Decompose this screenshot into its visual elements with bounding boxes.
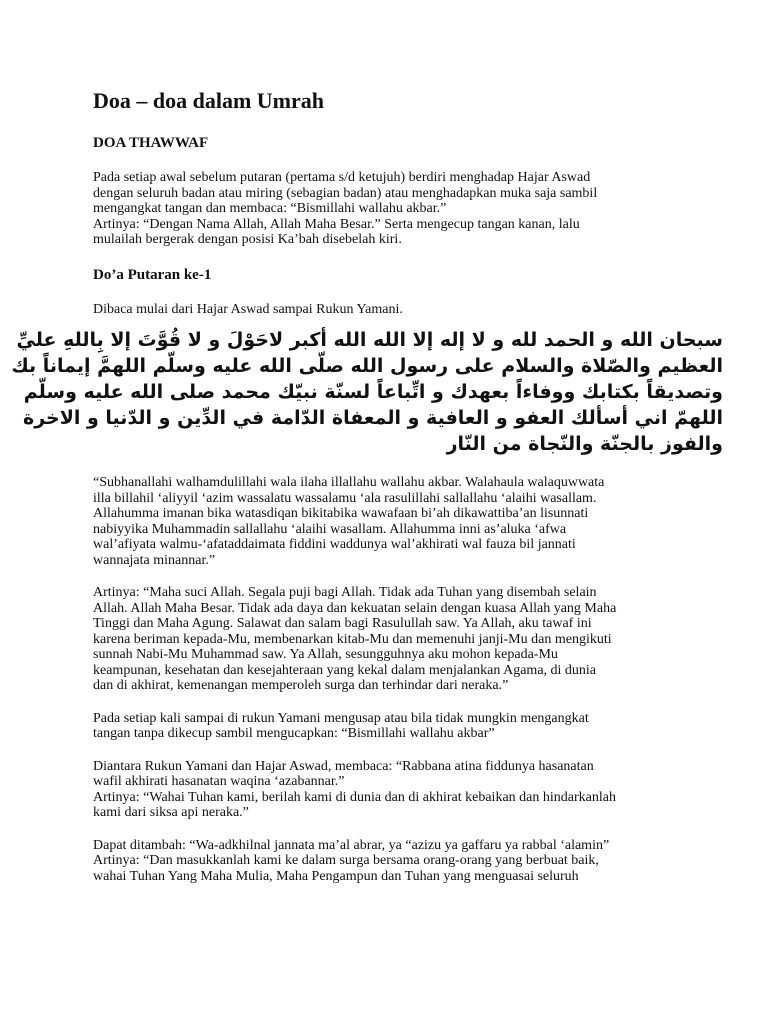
arabic-line: العظيم والصّلاة والسلام على رسول الله صلّى الله عليه وسلّم اللهمَّ إيماناً بك [11, 355, 723, 377]
text-line: dengan seluruh badan atau miring (sebagian badan) atau menghadapkan muka saja sambil [93, 185, 598, 201]
transliteration-paragraph [93, 475, 723, 568]
document-title: Doa – doa dalam Umrah [93, 88, 325, 113]
text-line: sunnah Nabi-Mu Muhammad saw. Ya Allah, sesungguhnya aku mohon kepada-Mu [93, 647, 558, 662]
additional-prayer-paragraph [93, 838, 723, 885]
rukun-yamani-paragraph [93, 711, 723, 742]
text-line: wal’afiyata walmu-‘afataddaimata fiddini waddunya wal’akhirati wal fauza bil jannati [93, 537, 576, 552]
text-line: nabiyyika Muhammadin sallallahu ‘alaihi wasallam. Allahumma inni as’aluka ‘afwa [93, 521, 567, 537]
text-line: Dapat ditambah: “Wa-adkhilnal jannata ma’al abrar, ya “azizu ya gaffaru ya rabbal ‘alamin” [93, 837, 610, 853]
sub-heading-putaran-1: Do’a Putaran ke-1 [93, 266, 212, 283]
text-line: mengangkat tangan dan membaca: “Bismillahi wallahu akbar.” [93, 201, 447, 216]
text-line: Artinya: “Wahai Tuhan kami, berilah kami di dunia dan di akhirat kebaikan dan hindarkanlah [93, 789, 616, 805]
text-line: illa billahil ‘aliyyil ‘azim wassalatu wassalamu ‘ala rasulillahi sallallahu ‘alaihi wasallam. [93, 490, 597, 506]
text-line: Pada setiap kali sampai di rukun Yamani mengusap atau bila tidak mungkin mengangkat [93, 710, 589, 726]
text-line: Allahumma imanan bika watasdiqan bikitabika wawafaan bi’ah dikawattiba’an lisunnati [93, 506, 589, 521]
text-line: Artinya: “Dengan Nama Allah, Allah Maha Besar.” Serta mengecup tangan kanan, lalu [93, 216, 580, 232]
text-line: keampunan, kesehatan dan kesejahteraan yang kekal dalam menjalankan Agama, di dunia [93, 662, 597, 678]
arabic-line: والفوز بالجنّة والنّجاة من النّار [446, 433, 723, 455]
text-line: tangan tanpa dikecup sambil mengucapkan: “Bismillahi wallahu akbar” [93, 726, 495, 741]
text-line: kami dari siksa api neraka.” [93, 805, 249, 820]
document-page [11, 88, 723, 884]
text-line: Allah. Allah Maha Besar. Tidak ada daya dan kekuatan selain dengan kuasa Allah yang Maha [93, 600, 617, 616]
text-line: karena beriman kepada-Mu, membenarkan kitab-Mu dan memenuhi janji-Mu dan mengikuti [93, 631, 612, 647]
text-line: Artinya: “Maha suci Allah. Segala puji bagi Allah. Tidak ada Tuhan yang disembah selain [93, 585, 597, 600]
between-rukun-paragraph [93, 759, 723, 821]
text-line: dan di akhirat, kemenangan memperoleh surga dan terhindar dari neraka.” [93, 678, 509, 693]
intro-paragraph [93, 170, 723, 248]
arabic-line: اللهمّ اني أسألك العفو و العافية و المعفاة الدّامة في الدِّين و الدّنيا و الاخرة [22, 407, 723, 429]
arabic-line: سبحان الله و الحمد لله و لا إله إلا الله الله أكبر لاحَوْلَ و لا قُوَّتَ إلا بِاللهِ عليِّ [16, 329, 723, 351]
text-line: Diantara Rukun Yamani dan Hajar Aswad, membaca: “Rabbana atina fiddunya hasanatan [93, 758, 594, 774]
text-line: Tinggi dan Maha Agung. Salawat dan salam bagi Rasulullah saw. Ya Allah, aku tawaf ini [93, 616, 592, 631]
text-line: Artinya: “Dan masukkanlah kami ke dalam surga bersama orang-orang yang berbuat baik, [93, 853, 599, 868]
text-line: wannajata minannar.” [93, 552, 216, 568]
meaning-paragraph [93, 585, 723, 694]
section-heading-doa-thawwaf: DOA THAWWAF [93, 135, 209, 151]
text-line: wafil akhirati hasanatan waqina ‘azabannar.” [93, 774, 345, 789]
text-line: mulailah bergerak dengan posisi Ka’bah disebelah kiri. [93, 232, 402, 247]
start-note: Dibaca mulai dari Hajar Aswad sampai Rukun Yamani. [93, 301, 403, 317]
text-line: “Subhanallahi walhamdulillahi wala ilaha illallahu wallahu akbar. Walahaula walaquwwata [93, 475, 605, 490]
text-line: wahai Tuhan Yang Maha Mulia, Maha Pengampun dan Tuhan yang menguasai seluruh [93, 868, 579, 884]
arabic-line: وتصديقاً بكتابك ووفاءاً بعهدك و اتِّباعاً لسنّة نبيّك محمد صلى الله عليه وسلّم [23, 381, 723, 403]
text-line: Pada setiap awal sebelum putaran (pertama s/d ketujuh) berdiri menghadap Hajar Aswad [93, 170, 591, 185]
arabic-prayer-text [11, 327, 723, 457]
